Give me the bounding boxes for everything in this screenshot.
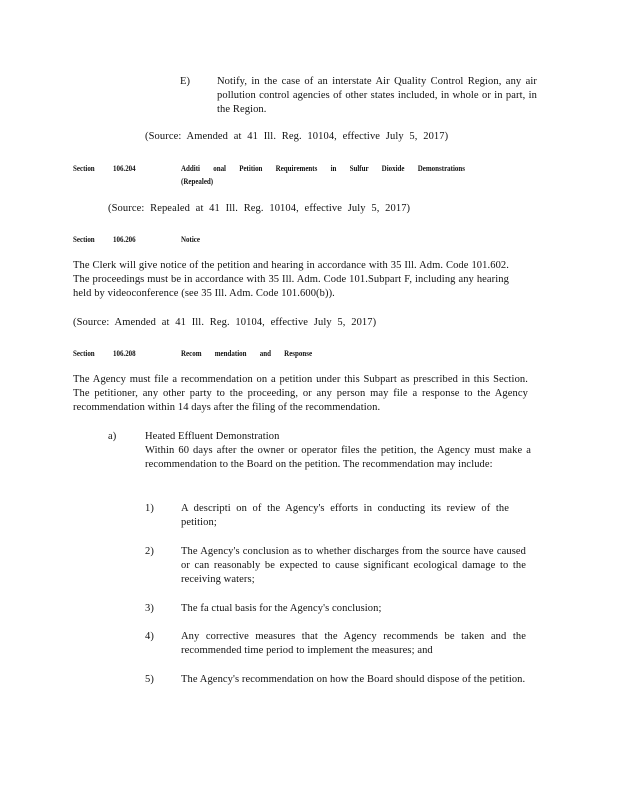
subsection-a-heading: Heated Effluent Demonstration [145, 431, 280, 442]
section-204-status: (Repealed) [181, 176, 214, 186]
item-1-text: A descripti on of the Agency's efforts in conducting its review of the petition; [181, 503, 509, 528]
section-208-label: Section [73, 348, 95, 358]
item-4-marker: 4) [145, 631, 154, 642]
notice-paragraph: The Clerk will give notice of the petition and hearing in accordance with 35 Ill. Adm. Code 101.602. The proceedings must be in accordance with 35 Ill. Adm. Code 101.Subpart F, including any hearing held by videoconference (see 35 Ill. Adm. Code 101.600(b)). [73, 260, 509, 299]
section-206-label: Section [73, 234, 95, 244]
item-2-text: The Agency's conclusion as to whether discharges from the source have caused or can reasonably be expected to cause significant ecological damage to the receiving waters; [181, 546, 526, 585]
section-208-title: Recom mendation and Response [181, 348, 313, 358]
recommendation-paragraph: The Agency must file a recommendation on a petition under this Subpart as prescribed in this Section. The petitioner, any other party to the proceeding, or any person may file a response to the Agency recommendation within 14 days after the filing of the recommendation. [73, 374, 528, 413]
section-204-label: Section [73, 163, 95, 173]
item-3-text: The fa ctual basis for the Agency's conclusion; [181, 603, 382, 614]
section-206-title: Notice [181, 234, 200, 244]
item-3-marker: 3) [145, 603, 154, 614]
subsection-a-text: Within 60 days after the owner or operator files the petition, the Agency must make a recommendation to the Board on the petition. The recommendation may include: [145, 445, 531, 470]
item-2-marker: 2) [145, 546, 154, 557]
item-5-marker: 5) [145, 674, 154, 685]
item-5-text: The Agency's recommendation on how the Board should dispose of the petition. [181, 674, 526, 685]
source-note-2: (Source: Repealed at 41 Ill. Reg. 10104, effective July 5, 2017) [108, 203, 411, 214]
source-note-1: (Source: Amended at 41 Ill. Reg. 10104, effective July 5, 2017) [145, 131, 449, 142]
section-204-number: 106.204 [113, 163, 136, 173]
item-e-marker: E) [180, 76, 191, 87]
section-206-number: 106.206 [113, 234, 136, 244]
source-note-3: (Source: Amended at 41 Ill. Reg. 10104, effective July 5, 2017) [73, 317, 377, 328]
item-e-text: Notify, in the case of an interstate Air Quality Control Region, any air pollution control agencies of other states included, in whole or in part, in the Region. [217, 76, 537, 115]
subsection-a-marker: a) [108, 431, 117, 442]
item-4-text: Any corrective measures that the Agency recommends be taken and the recommended time period to implement the measures; and [181, 631, 526, 656]
section-208-number: 106.208 [113, 348, 136, 358]
section-204-title: Additi onal Petition Requirements in Sulfur Dioxide Demonstrations [181, 163, 465, 173]
item-1-marker: 1) [145, 503, 154, 514]
